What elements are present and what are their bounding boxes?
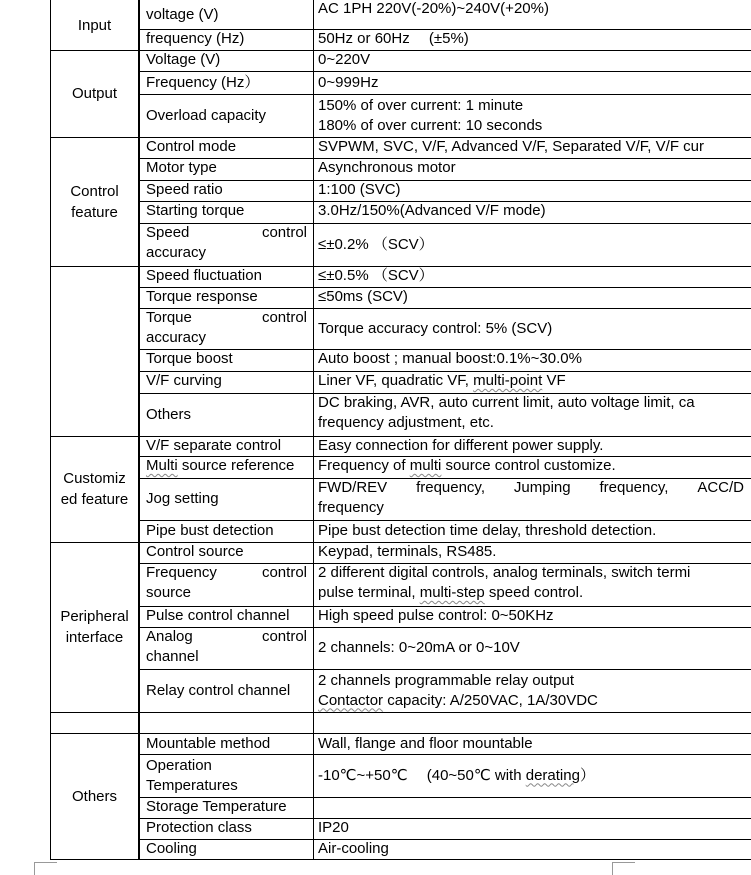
param-value-line: DC braking, AVR, auto current limit, auto voltage limit, ca	[318, 394, 695, 411]
param-value	[313, 393, 751, 436]
param-label: Control source	[146, 543, 244, 560]
spec-table	[50, 0, 751, 860]
row-divider	[139, 349, 751, 350]
row-relay-control-channel	[51, 669, 751, 712]
row-divider	[139, 308, 751, 309]
param-value: Air-cooling	[318, 840, 389, 857]
row-motor-type	[51, 158, 751, 180]
group-input: Input	[51, 0, 139, 50]
param-label: Mountable method	[146, 734, 271, 752]
row-output-voltage	[51, 50, 751, 71]
page-corner-mark	[612, 862, 635, 875]
param-label: Speed control accuracy	[146, 224, 307, 261]
param-value: High speed pulse control: 0~50KHz	[318, 607, 554, 624]
param-label: Torque boost	[146, 350, 233, 367]
group-customized-feature: Customiz ed feature	[51, 436, 139, 542]
row-divider	[139, 71, 751, 72]
row-divider	[139, 818, 751, 819]
param-value: Frequency of multi source control customize.	[318, 457, 616, 474]
param-label: Torque control accuracy	[146, 309, 307, 346]
row-divider	[139, 371, 751, 372]
param-label: Starting torque	[146, 202, 245, 219]
param-label: Speed ratio	[146, 181, 223, 198]
row-speed-control-accuracy	[51, 223, 751, 266]
row-analog-control-channel	[51, 627, 751, 669]
param-value-line: pulse terminal, multi-step speed control.	[318, 584, 584, 601]
group-divider	[51, 712, 751, 713]
group-divider	[51, 137, 751, 138]
param-value: Liner VF, quadratic VF, multi-point VF	[318, 372, 566, 389]
param-label: Protection class	[146, 819, 252, 836]
param-label: Cooling	[146, 840, 197, 857]
param-label: Multi source reference	[146, 457, 295, 474]
param-value-line: frequency adjustment, etc.	[318, 414, 494, 431]
row-blank	[51, 712, 751, 733]
param-value: Torque accuracy control: 5% (SCV)	[318, 319, 553, 337]
row-divider	[139, 754, 751, 755]
param-label: Overload capacity	[146, 106, 267, 124]
row-divider	[139, 94, 751, 95]
group-divider	[51, 436, 751, 437]
param-label: Pulse control channel	[146, 607, 290, 624]
param-value	[313, 669, 751, 712]
row-torque-control-accuracy	[51, 308, 751, 349]
group-divider	[51, 50, 751, 51]
row-divider	[139, 158, 751, 159]
row-control-mode	[51, 137, 751, 158]
row-divider	[139, 201, 751, 202]
param-value: AC 1PH 220V(-20%)~240V(+20%)	[318, 0, 549, 17]
param-value-line: 2 different digital controls, analog terminals, switch termi	[318, 564, 691, 581]
param-value: 50Hz or 60Hz (±5%)	[318, 30, 469, 47]
param-value: ≤50ms (SCV)	[318, 288, 408, 305]
row-divider	[139, 563, 751, 564]
param-label: Control mode	[146, 138, 237, 155]
param-label: V/F separate control	[146, 437, 282, 454]
row-storage-temperature	[51, 797, 751, 818]
param-value-line: 180% of over current: 10 seconds	[318, 116, 543, 134]
row-divider	[139, 797, 751, 798]
param-label: Pipe bust detection	[146, 522, 274, 539]
row-vf-curving	[51, 371, 751, 393]
row-divider	[139, 393, 751, 394]
param-value: 2 channels: 0~20mA or 0~10V	[318, 639, 520, 656]
row-pulse-control-channel	[51, 606, 751, 627]
param-label: Torque response	[146, 288, 258, 305]
param-value	[313, 563, 751, 606]
row-frequency-control-source	[51, 563, 751, 606]
param-label: Relay control channel	[146, 681, 291, 699]
param-value-line: 2 channels programmable relay output	[318, 671, 574, 689]
param-value: ≤±0.5% （SCV）	[318, 267, 434, 284]
row-speed-ratio	[51, 180, 751, 201]
param-label: Storage Temperature	[146, 798, 287, 815]
param-value	[313, 797, 751, 818]
param-label: Analog control channel	[146, 628, 307, 665]
param-label: Motor type	[146, 159, 217, 176]
row-overload-capacity	[51, 94, 751, 137]
column-divider	[313, 0, 314, 860]
param-label: Operation Temperatures	[146, 756, 238, 794]
param-label: Frequency (Hz）	[146, 73, 260, 91]
row-torque-boost	[51, 349, 751, 371]
param-value: Pipe bust detection time delay, threshold detection.	[318, 522, 657, 539]
row-output-frequency	[51, 71, 751, 94]
param-value: IP20	[318, 819, 349, 836]
param-value: 0~220V	[318, 51, 371, 68]
group-others: Others	[51, 733, 139, 860]
param-label: Speed fluctuation	[146, 267, 262, 284]
row-divider	[139, 606, 751, 607]
column-divider	[139, 0, 140, 860]
row-mountable-method	[51, 733, 751, 754]
param-value: 0~999Hz	[318, 73, 379, 91]
group-output: Output	[51, 50, 139, 137]
row-others-functions	[51, 393, 751, 436]
row-divider	[139, 669, 751, 670]
param-value: Easy connection for different power supply.	[318, 437, 604, 454]
row-control-source	[51, 542, 751, 563]
table-bottom-border	[51, 859, 751, 860]
param-value: 3.0Hz/150%(Advanced V/F mode)	[318, 202, 546, 219]
param-value: Asynchronous motor	[318, 159, 456, 176]
group-divider	[51, 542, 751, 543]
param-value: -10℃~+50℃ (40~50℃ with derating）	[318, 766, 595, 784]
group-divider	[51, 733, 751, 734]
param-label: Frequency control source	[146, 564, 307, 601]
row-divider	[139, 839, 751, 840]
param-label: frequency (Hz)	[146, 30, 245, 47]
param-value: SVPWM, SVC, V/F, Advanced V/F, Separated V/F, V/F cur	[318, 138, 704, 155]
row-input-frequency	[51, 29, 751, 50]
param-label: Jog setting	[146, 490, 219, 507]
row-starting-torque	[51, 201, 751, 223]
param-value: Auto boost ; manual boost:0.1%~30.0%	[318, 350, 582, 367]
row-protection-class	[51, 818, 751, 839]
param-label: Voltage (V)	[146, 51, 221, 68]
param-value: ≤±0.2% （SCV）	[318, 235, 434, 253]
row-divider	[139, 287, 751, 288]
group-peripheral-interface: Peripheral interface	[51, 542, 139, 712]
param-value-line: 150% of over current: 1 minute	[318, 96, 524, 114]
row-multi-source-reference	[51, 456, 751, 478]
row-divider	[139, 520, 751, 521]
row-jog-setting	[51, 478, 751, 520]
group-divider	[51, 266, 751, 267]
row-speed-fluctuation	[51, 266, 751, 287]
page-corner-mark	[34, 862, 57, 875]
row-divider	[139, 478, 751, 479]
param-value: 1:100 (SVC)	[318, 181, 401, 198]
row-cooling	[51, 839, 751, 860]
row-divider	[139, 29, 751, 30]
param-value: Keypad, terminals, RS485.	[318, 543, 497, 560]
row-vf-separate-control	[51, 436, 751, 456]
group-control-feature: Control feature	[51, 137, 139, 266]
row-operation-temperatures	[51, 754, 751, 797]
row-divider	[139, 627, 751, 628]
row-torque-response	[51, 287, 751, 308]
param-label: voltage (V)	[146, 5, 219, 23]
row-divider	[139, 223, 751, 224]
param-label: Others	[146, 405, 192, 423]
row-input-voltage	[51, 0, 751, 29]
param-label: V/F curving	[146, 372, 222, 389]
param-value-line: Contactor capacity: A/250VAC, 1A/30VDC	[318, 691, 598, 709]
param-value	[313, 94, 751, 137]
param-value: FWD/REV frequency, Jumping frequency, ACC/D frequency	[318, 479, 744, 516]
row-divider	[139, 456, 751, 457]
param-value: Wall, flange and floor mountable	[318, 734, 533, 752]
row-divider	[139, 180, 751, 181]
row-pipe-bust-detection	[51, 520, 751, 542]
